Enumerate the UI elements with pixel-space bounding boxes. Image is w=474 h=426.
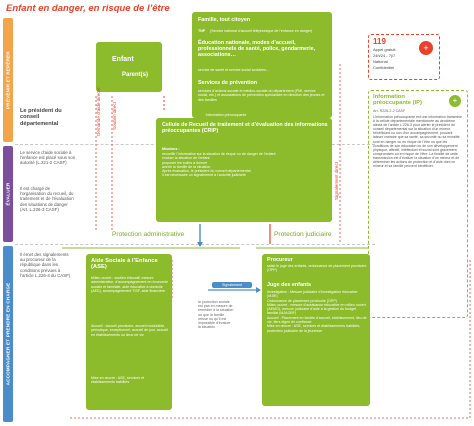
justice-box bbox=[262, 254, 370, 406]
crip-charge-note: Il est chargé de l’organisation du recueil, du traitement et de l’évaluation des situations de danger (Art. L.226-3 CASF) bbox=[20, 186, 74, 212]
ase-mise-en-oeuvre: Mise en œuvre : ASE, services et établissements habilités bbox=[91, 376, 145, 385]
parents-label: Parent(s) bbox=[122, 72, 149, 78]
protection-administrative-label: Protection administrative bbox=[112, 231, 185, 238]
crip-mission: proposer les suites à donner bbox=[162, 160, 208, 165]
crip-missions bbox=[162, 152, 326, 178]
hotline-item: Appel gratuit bbox=[373, 47, 396, 52]
hotline-item: 24h/24 - 7j/7 bbox=[373, 53, 396, 58]
juge-line: Milieu ouvert : mesure d’assistance éducative en milieu ouvert (AEMO), mesure judiciaire d’aide à la gestion du budget familial (MJAGBF) bbox=[267, 302, 366, 316]
juge-line: Ordonnance de placement provisoire (OPP) bbox=[267, 298, 337, 303]
crip-mission: recueillir l’information sur la situation de risque ou de danger de l’enfant bbox=[162, 152, 276, 156]
crip-mission: évaluer la situation de l’enfant bbox=[162, 156, 210, 161]
ase-box bbox=[86, 254, 172, 410]
famille-item: Famille, tout citoyen bbox=[198, 17, 251, 23]
prevention-sub: services d’actions sociale et médico-sociale du département (PMI, service social, etc.) et associations de prévention spécialisée en direction des jeunes et des familles bbox=[198, 89, 325, 102]
reporters-box bbox=[192, 12, 332, 118]
demande-aide-label: Demande d’aide directe bbox=[96, 87, 101, 136]
ase-title: Aide Sociale à l’Enfance (ASE) bbox=[91, 258, 158, 271]
ip-ref: Art. R226-2-2 CASF bbox=[373, 109, 406, 113]
education-sub: service de santé et service social scolaires… bbox=[198, 68, 270, 72]
crip-mission: il est nécessaire un signalement à l’autorité judiciaire bbox=[162, 173, 246, 178]
juge-lines bbox=[267, 290, 367, 333]
prevention-item: Services de prévention bbox=[198, 80, 258, 86]
enfant-parents-box bbox=[96, 42, 162, 92]
ase-accueil: Accueil : accueil provisoire, accueil modulable, périodique, exceptionnel, accueil de jour, accueil en établissements ou lieux de vie bbox=[91, 324, 169, 337]
info-preoccupante-tag: Information préoccupante bbox=[196, 112, 256, 118]
juge-line: Mise en œuvre : ASE, services et établissements habilités, protection judiciaire de la jeunesse bbox=[267, 324, 361, 333]
crip-missions-label: Missions : bbox=[162, 147, 180, 151]
crip-mission: avertir la famille de la situation bbox=[162, 164, 211, 169]
signalement-tag: Signalement bbox=[212, 282, 252, 288]
tnp-text: (Service national d’accueil téléphonique de l’enfance en danger) bbox=[210, 29, 313, 33]
hotline-item: Confidentiel bbox=[373, 65, 395, 70]
education-item: Éducation nationale, modes d’accueil, professionnels de santé, police, gendarmerie, associations… bbox=[198, 40, 316, 59]
tnp-label: TNP bbox=[198, 29, 206, 33]
ip-text: L’information préoccupante est une information transmise à la cellule départementale mentionnée au deuxième alinéa de l’article L.226-3 pour alerter le président du conseil départemental sur la situation d’un mineur, bénéficiant ou non d’un accompagnement, pouvant laisser craindre que sa santé, sa sécurité ou sa moralité sont en danger ou en risque de l’être ou que les conditions de son éducation ou de son développement physique, affectif, intellectuel et social sont gravement compromises ou en risque de l’être. La finalité de cette transmission est d’évaluer la situation d’un mineur et de déterminer les actions de protection et d’aide dont ce mineur et sa famille peuvent bénéficier. bbox=[373, 115, 462, 169]
zoom-icon: + bbox=[419, 41, 433, 55]
juge-line: Investigation : Mesure judiciaire d’investigation éducative (MJIE) bbox=[267, 290, 358, 299]
ip-definition-box bbox=[368, 90, 468, 318]
service-ase-note: Le service d’aide sociale à l’enfance est placé sous son autorité (L.221-2 CASF) bbox=[20, 150, 76, 166]
band-prevenir-label: PRÉVENIR ET REPÉRER bbox=[5, 51, 11, 109]
ase-milieu-ouvert: Milieu ouvert : soutien éducatif, mesure administrative, d’accompagnement en économie sociale et familiale, aide éducative à domicile (AED), accompagnement TISF, aide financière bbox=[91, 276, 169, 293]
crip-box bbox=[156, 118, 332, 222]
hotline-box bbox=[368, 34, 440, 80]
hotline-item: National bbox=[373, 59, 388, 64]
juge-line: Accueil : Placement en famille d’accueil, établissement, lieu de vie, tiers digne de confiance bbox=[267, 315, 367, 325]
juge-title: Juge des enfants bbox=[267, 282, 312, 288]
hotline-items bbox=[373, 47, 417, 71]
enfant-label: Enfant bbox=[112, 56, 134, 63]
signalement-direct-label: Signalement direct bbox=[334, 161, 339, 200]
procureur-text: saisit le juge des enfants, ordonnance de placement provisoire (OPP) bbox=[267, 264, 367, 273]
band-evaluer-label: ÉVALUER bbox=[5, 182, 11, 206]
signalements-note: Il émet des signalements au procureur de la république dans les conditions prévues à l’article L.226-4 du CASF) bbox=[20, 252, 71, 278]
protection-judiciaire-label: Protection judiciaire bbox=[274, 231, 332, 238]
hotline-number: 119 bbox=[373, 37, 386, 46]
crip-mission: Après évaluation, le président du conseil départemental bbox=[162, 169, 251, 174]
procureur-title: Procureur bbox=[267, 257, 293, 263]
band-accompagner-label: ACCOMPAGNER ET PRENDRE EN CHARGE bbox=[5, 282, 11, 386]
soutien-direct-label: Soutien direct bbox=[112, 101, 117, 130]
crip-title: Cellule de Recueil de traitement et d’évaluation des informations préoccupantes (CRIP) bbox=[162, 122, 328, 135]
president-label: Le président du conseil départemental bbox=[20, 108, 62, 127]
zoom-icon: + bbox=[449, 95, 461, 107]
middle-note: la protection sociale est pas en mesure de remédier à la situation ou que la famille refuse ou qu’il est impossible d’évaluer la situation bbox=[198, 300, 234, 330]
ip-title: Information préoccupante (IP) bbox=[373, 94, 422, 106]
page-title: Enfant en danger, en risque de l’être bbox=[6, 3, 170, 14]
